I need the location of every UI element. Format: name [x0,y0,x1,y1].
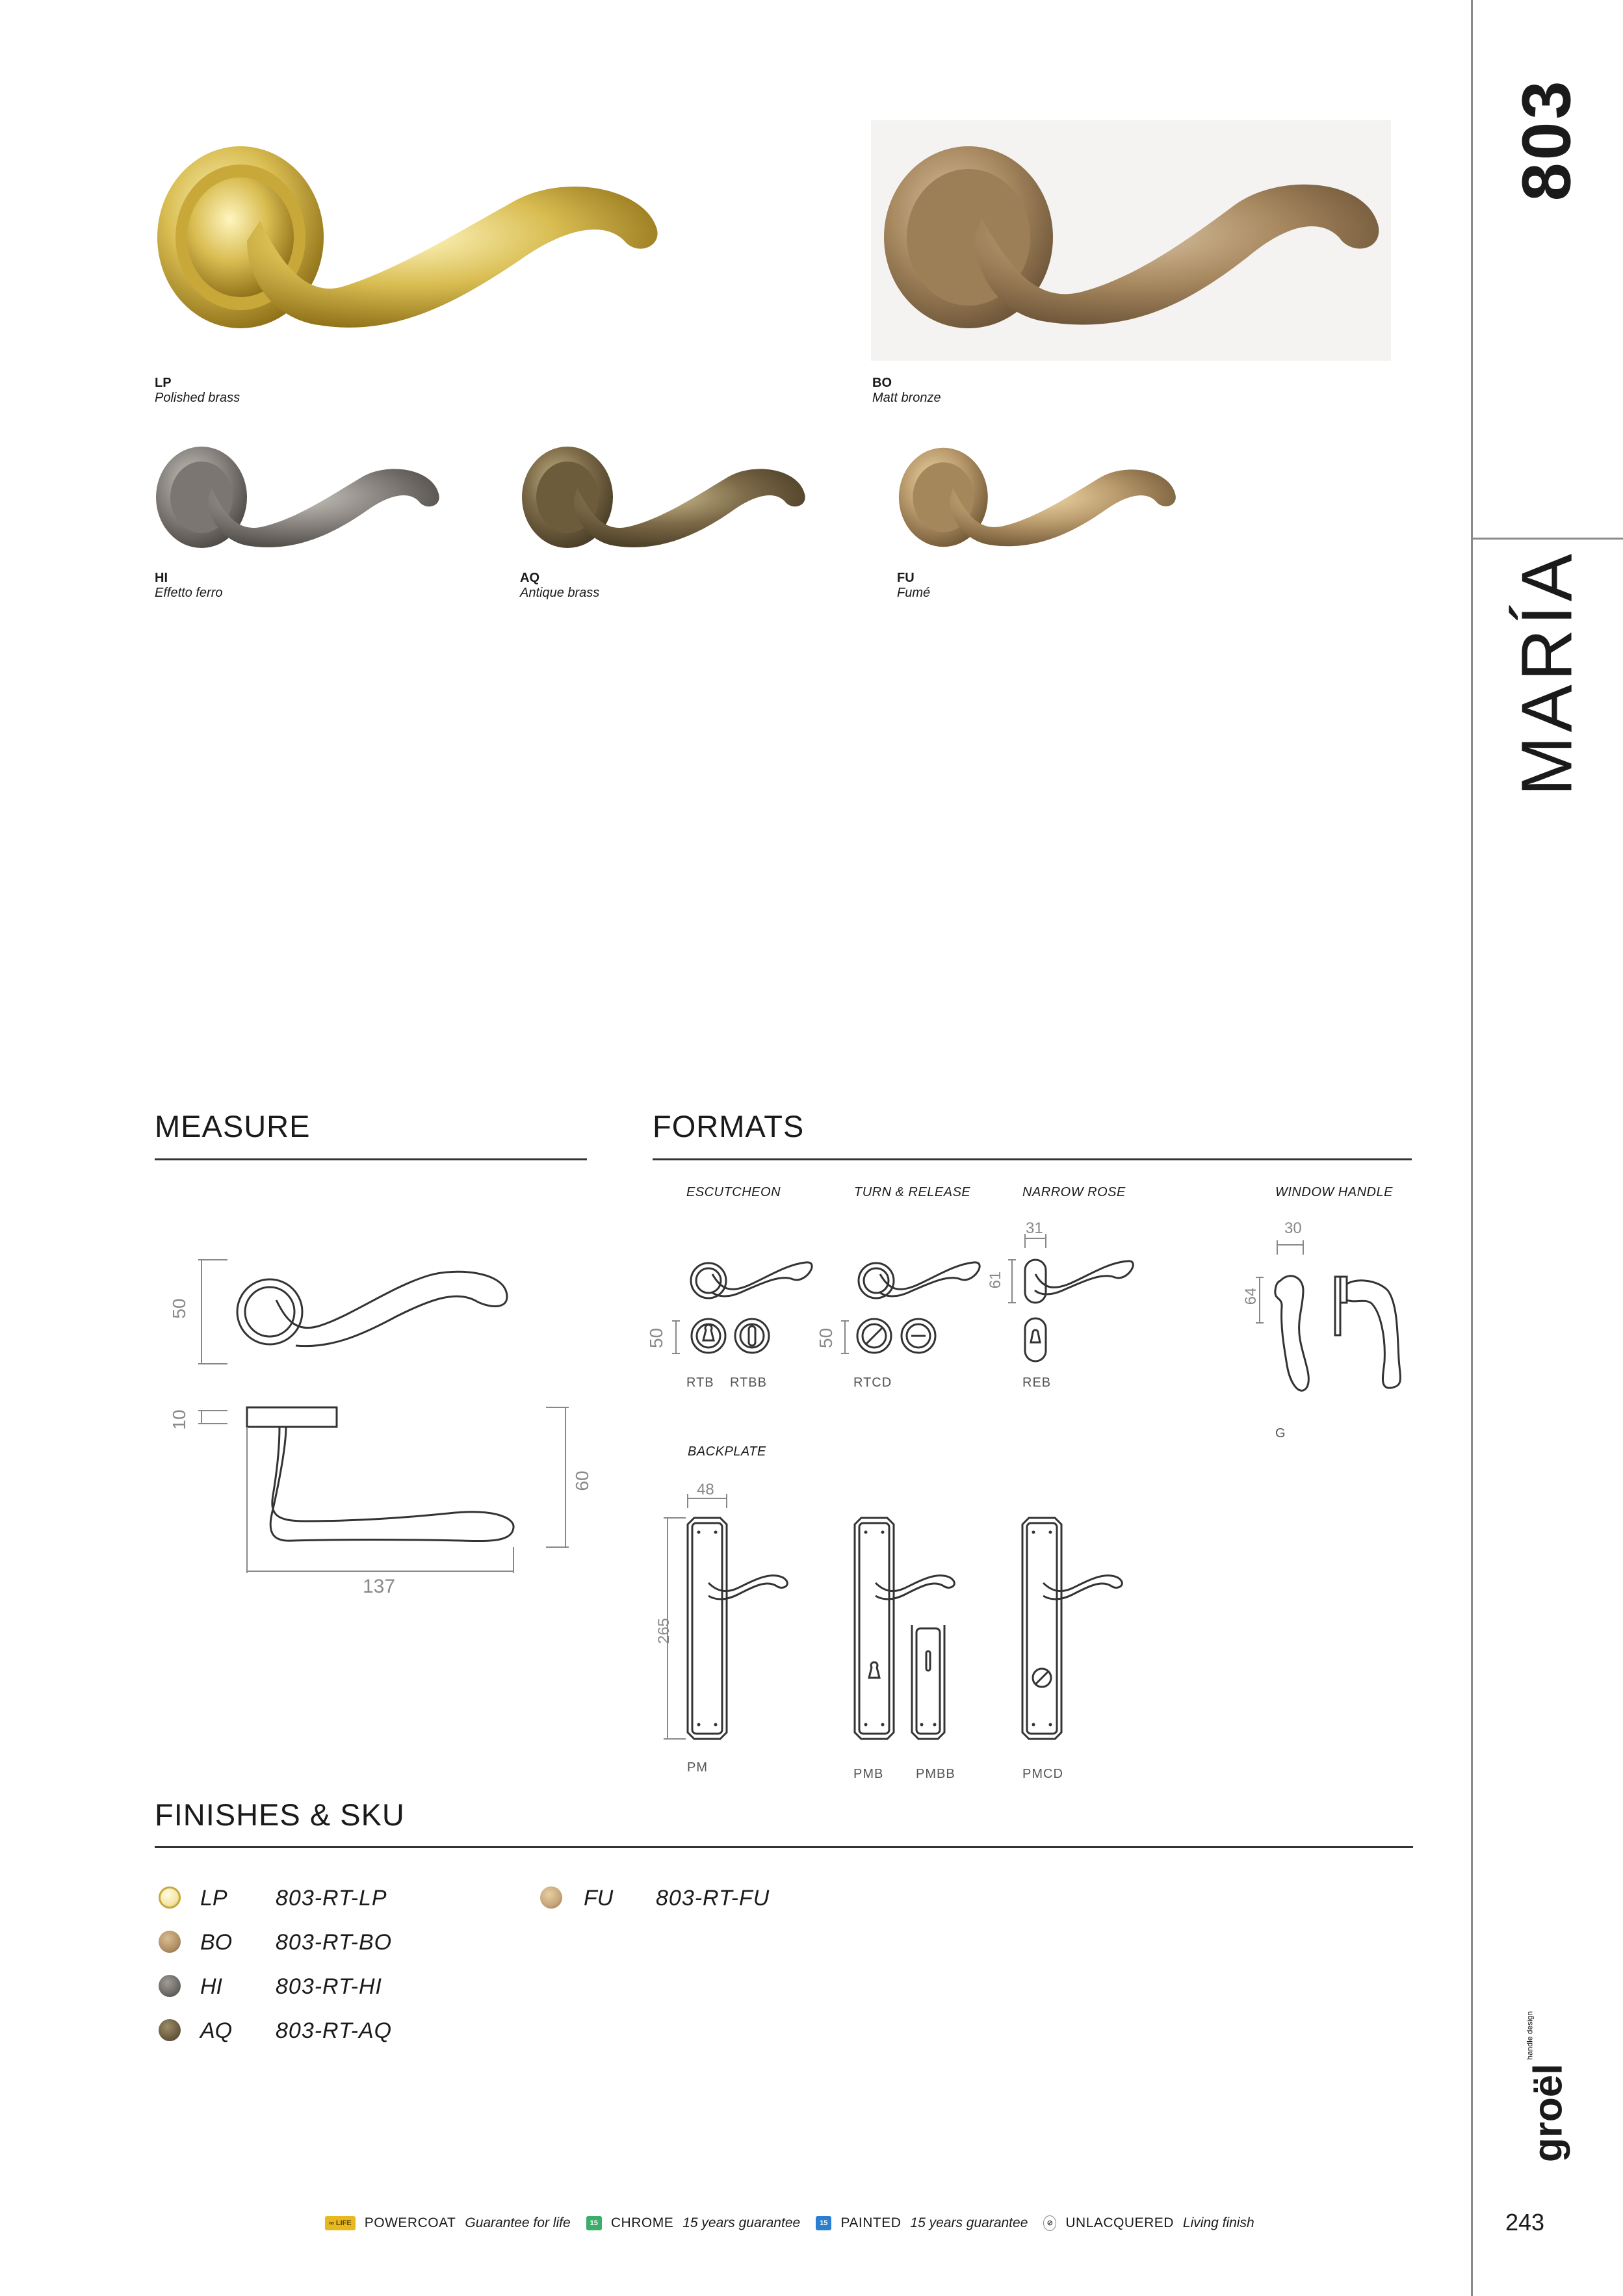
code-pmb: PMB [853,1767,884,1781]
label-narrow-rose: NARROW ROSE [1022,1185,1126,1199]
finish-name: Fumé [897,586,931,600]
sku-finish-code: LP [200,1886,227,1911]
sku-finish-code: HI [200,1974,222,1999]
dim-narrow-rose-w: 31 [1026,1220,1043,1237]
label-backplate: BACKPLATE [688,1444,766,1459]
sku-finish-code: BO [200,1930,233,1955]
sku-value: 803-RT-AQ [276,2018,393,2043]
sidebar-separator [1471,538,1623,540]
unlacquered-icon: ⊘ [1043,2215,1056,2231]
code-pm: PM [687,1760,708,1775]
dim-length: 137 [363,1576,396,1597]
finish-caption-fu [897,571,930,601]
handle-image-matt-bronze [871,120,1391,361]
footer-unlacquered-desc: Living finish [1182,2215,1254,2230]
handle-image-polished-brass [149,130,682,351]
page-number: 243 [1505,2209,1545,2236]
measure-rule [155,1158,587,1160]
finish-code: BO [872,376,892,390]
sku-value: 803-RT-BO [276,1930,393,1955]
finish-caption-lp [155,376,240,406]
code-rtcd: RTCD [853,1376,892,1390]
measure-title: MEASURE [155,1109,311,1143]
dim-window-h: 64 [1242,1287,1260,1305]
swatch-lp [159,1886,181,1909]
model-name: MARÍA [1507,549,1587,796]
sku-value: 803-RT-FU [656,1886,770,1911]
sku-value: 803-RT-LP [276,1886,387,1911]
code-reb: REB [1022,1376,1052,1390]
footer-unlacquered-name: UNLACQUERED [1065,2215,1174,2230]
swatch-hi [159,1975,181,1997]
dim-window-w: 30 [1284,1220,1302,1237]
finish-caption-aq [520,571,599,601]
powercoat-icon: ∞ LIFE [325,2216,356,2230]
dim-backplate-w: 48 [697,1481,714,1498]
code-pmbb: PMBB [916,1767,955,1781]
finish-code: HI [155,571,168,585]
label-window-handle: WINDOW HANDLE [1275,1185,1393,1199]
code-g: G [1275,1426,1286,1441]
swatch-fu [540,1886,562,1909]
swatch-aq [159,2019,181,2041]
footer-chrome-desc: 15 years guarantee [682,2215,801,2230]
finishes-sku-rule [155,1846,1413,1848]
sidebar-divider [1471,0,1473,2296]
guarantee-footer [325,2210,1254,2236]
model-number: 803 [1508,78,1585,202]
formats-rule [653,1158,1412,1160]
footer-painted-name: PAINTED [840,2215,902,2230]
formats-title: FORMATS [653,1109,805,1143]
dim-rose-diameter: 50 [169,1298,189,1319]
footer-painted-desc: 15 years guarantee [910,2215,1028,2230]
code-pmcd: PMCD [1022,1767,1063,1781]
swatch-bo [159,1931,181,1953]
finish-code: AQ [520,571,539,585]
dim-turn-release: 50 [816,1327,836,1348]
sku-value: 803-RT-HI [276,1974,382,1999]
handle-image-effetto-ferro [153,442,445,553]
finish-caption-hi [155,571,223,601]
finish-name: Antique brass [520,586,600,600]
sku-finish-code: FU [584,1886,614,1911]
footer-chrome-name: CHROME [610,2215,674,2230]
painted-icon: 15 [816,2216,831,2230]
finish-name: Polished brass [155,391,240,405]
label-turn-release: TURN & RELEASE [854,1185,971,1199]
footer-powercoat-desc: Guarantee for life [465,2215,571,2230]
formats-drawings [650,1209,1430,1456]
finishes-sku-title: FINISHES & SKU [155,1797,405,1832]
code-rtb: RTB [686,1376,714,1390]
finish-caption-bo [872,376,941,406]
finish-name: Effetto ferro [155,586,223,600]
backplate-drawings [647,1472,1154,1745]
chrome-icon: 15 [586,2216,602,2230]
measure-drawing [156,1235,585,1599]
handle-image-antique-brass [519,442,811,553]
dim-escutcheon: 50 [646,1327,666,1348]
brand-logo: groël$^{handle design}$ [1525,2011,1571,2163]
label-escutcheon: ESCUTCHEON [686,1185,781,1199]
dim-narrow-rose-h: 61 [987,1271,1004,1289]
code-rtbb: RTBB [730,1376,767,1390]
finish-code: LP [155,376,172,390]
handle-image-fume [896,442,1182,553]
finish-code: FU [897,571,915,585]
dim-rose-thickness: 10 [169,1409,189,1430]
dim-backplate-h: 265 [655,1617,673,1645]
dim-height: 60 [572,1470,592,1491]
sku-finish-code: AQ [200,2018,233,2043]
footer-powercoat-name: POWERCOAT [364,2215,456,2230]
finish-name: Matt bronze [872,391,941,405]
